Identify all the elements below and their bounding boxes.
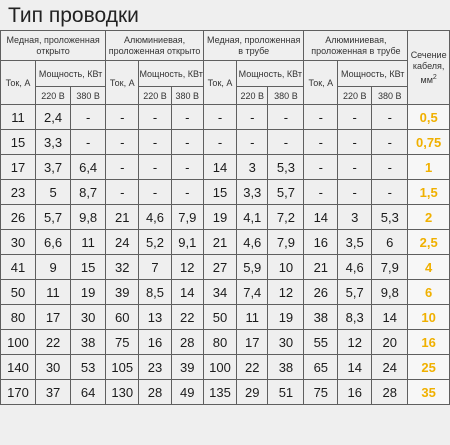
cell-copper-open-power-380: 9,8 [71,205,106,230]
table-row [1,355,450,380]
cell-copper-pipe-power-220: - [237,105,268,130]
cell-aluminium-open-tok: - [106,105,139,130]
col-tok-copper-pipe: Ток, А [203,61,236,105]
cell-aluminium-pipe-power-380: - [372,130,408,155]
cell-copper-open-tok: 140 [1,355,36,380]
cell-copper-pipe-tok: 19 [203,205,236,230]
cell-aluminium-pipe-power-380: 5,3 [372,205,408,230]
col-power-aluminium-open: Мощность, КВт [139,61,204,87]
cell-copper-pipe-power-380: 12 [268,280,304,305]
cell-copper-open-tok: 170 [1,380,36,405]
cell-copper-open-power-220: 37 [36,380,71,405]
cell-aluminium-open-power-380: 7,9 [171,205,203,230]
cell-copper-pipe-power-220: 3 [237,155,268,180]
cell-aluminium-pipe-tok: 55 [304,330,338,355]
cell-copper-pipe-power-220: 4,1 [237,205,268,230]
cell-copper-open-power-380: 53 [71,355,106,380]
cell-aluminium-pipe-power-220: - [338,180,372,205]
cell-aluminium-pipe-power-380: 20 [372,330,408,355]
cell-copper-pipe-power-220: 3,3 [237,180,268,205]
cell-aluminium-pipe-power-380: 14 [372,305,408,330]
cell-copper-open-power-220: 5 [36,180,71,205]
volt-380-aluminium-pipe: 380 В [372,87,408,105]
cell-copper-pipe-power-380: 19 [268,305,304,330]
cell-copper-pipe-power-220: 4,6 [237,230,268,255]
cell-aluminium-open-tok: - [106,130,139,155]
cell-copper-pipe-power-380: 51 [268,380,304,405]
cell-aluminium-pipe-tok: 26 [304,280,338,305]
cell-copper-open-tok: 50 [1,280,36,305]
cell-cable-section: 4 [408,255,450,280]
table-row [1,380,450,405]
cell-aluminium-open-tok: 60 [106,305,139,330]
cell-copper-open-power-380: 8,7 [71,180,106,205]
cell-aluminium-pipe-power-220: - [338,155,372,180]
cell-aluminium-open-power-380: - [171,105,203,130]
cell-copper-open-power-380: 6,4 [71,155,106,180]
cell-copper-pipe-power-220: 5,9 [237,255,268,280]
cell-aluminium-pipe-power-380: 28 [372,380,408,405]
cell-copper-open-power-220: 2,4 [36,105,71,130]
cell-copper-pipe-power-380: 10 [268,255,304,280]
cell-aluminium-open-tok: - [106,155,139,180]
cell-copper-pipe-tok: 100 [203,355,236,380]
cell-copper-open-power-380: 15 [71,255,106,280]
cell-copper-pipe-power-380: 30 [268,330,304,355]
cell-aluminium-pipe-power-380: 7,9 [372,255,408,280]
cell-copper-open-tok: 26 [1,205,36,230]
table-row [1,280,450,305]
cell-aluminium-open-tok: 21 [106,205,139,230]
cell-copper-open-power-220: 5,7 [36,205,71,230]
table-row [1,130,450,155]
cell-copper-open-tok: 30 [1,230,36,255]
cell-cable-section: 6 [408,280,450,305]
cell-copper-open-power-380: 19 [71,280,106,305]
group-header-aluminium-pipe: Алюминиевая, проложенная в трубе [304,31,408,61]
cell-cable-section: 1,5 [408,180,450,205]
cell-aluminium-pipe-power-380: - [372,155,408,180]
cell-copper-open-tok: 41 [1,255,36,280]
cell-cable-section: 16 [408,330,450,355]
cell-cable-section: 0,5 [408,105,450,130]
cell-copper-pipe-tok: 50 [203,305,236,330]
volt-380-aluminium-open: 380 В [171,87,203,105]
cell-aluminium-pipe-power-220: - [338,105,372,130]
column-header-row [1,61,450,87]
cell-aluminium-pipe-power-220: 3 [338,205,372,230]
col-tok-aluminium-pipe: Ток, А [304,61,338,105]
cell-aluminium-open-power-220: 13 [139,305,171,330]
cell-copper-open-power-380: 11 [71,230,106,255]
cell-copper-open-power-380: 64 [71,380,106,405]
group-header-row [1,31,450,61]
cell-aluminium-pipe-power-220: - [338,130,372,155]
cell-copper-open-power-220: 17 [36,305,71,330]
cell-aluminium-open-power-220: 7 [139,255,171,280]
cell-copper-open-tok: 17 [1,155,36,180]
col-power-copper-open: Мощность, КВт [36,61,106,87]
cell-aluminium-pipe-tok: - [304,105,338,130]
table-row [1,155,450,180]
cell-aluminium-open-power-380: 9,1 [171,230,203,255]
cell-copper-pipe-power-220: 22 [237,355,268,380]
cell-copper-open-power-380: - [71,105,106,130]
cell-aluminium-open-power-220: 4,6 [139,205,171,230]
cell-copper-pipe-power-380: 5,7 [268,180,304,205]
cell-copper-pipe-tok: 15 [203,180,236,205]
cell-aluminium-pipe-tok: 38 [304,305,338,330]
cell-aluminium-pipe-power-220: 16 [338,380,372,405]
cell-cable-section: 10 [408,305,450,330]
table-row [1,330,450,355]
cell-aluminium-pipe-power-220: 12 [338,330,372,355]
volt-220-aluminium-open: 220 В [139,87,171,105]
cell-copper-open-power-220: 22 [36,330,71,355]
cell-aluminium-open-power-220: 23 [139,355,171,380]
group-header-copper-pipe: Медная, проложенная в трубе [203,31,304,61]
cell-aluminium-open-power-380: - [171,155,203,180]
cell-aluminium-open-power-380: 22 [171,305,203,330]
cell-copper-open-power-220: 6,6 [36,230,71,255]
col-tok-aluminium-open: Ток, А [106,61,139,105]
cell-copper-open-power-380: 30 [71,305,106,330]
cell-copper-pipe-tok: 80 [203,330,236,355]
cell-copper-open-tok: 23 [1,180,36,205]
cell-aluminium-open-tok: - [106,180,139,205]
volt-220-aluminium-pipe: 220 В [338,87,372,105]
table-row [1,180,450,205]
volt-220-copper-pipe: 220 В [237,87,268,105]
cell-aluminium-open-power-380: 28 [171,330,203,355]
cell-aluminium-open-tok: 32 [106,255,139,280]
cell-copper-pipe-power-220: 17 [237,330,268,355]
cell-aluminium-pipe-power-380: - [372,180,408,205]
cell-copper-pipe-power-380: - [268,130,304,155]
cell-copper-pipe-tok: 21 [203,230,236,255]
cell-aluminium-pipe-power-380: 9,8 [372,280,408,305]
cell-aluminium-open-power-220: 16 [139,330,171,355]
cell-copper-pipe-power-380: 5,3 [268,155,304,180]
cell-aluminium-open-power-220: 5,2 [139,230,171,255]
cell-cable-section: 1 [408,155,450,180]
cell-cable-section: 35 [408,380,450,405]
table-row [1,105,450,130]
col-power-aluminium-pipe: Мощность, КВт [338,61,408,87]
table-body [1,31,450,405]
cell-aluminium-open-power-220: 8,5 [139,280,171,305]
title-band [0,0,450,30]
cell-aluminium-open-power-380: 14 [171,280,203,305]
section-header-text: Сечение кабеля, мм [410,49,447,85]
cell-aluminium-pipe-tok: 16 [304,230,338,255]
cell-copper-open-tok: 80 [1,305,36,330]
cell-copper-pipe-power-380: 38 [268,355,304,380]
cell-aluminium-pipe-power-220: 5,7 [338,280,372,305]
cell-aluminium-open-power-380: - [171,130,203,155]
cell-cable-section: 2 [408,205,450,230]
cell-aluminium-pipe-tok: 65 [304,355,338,380]
volt-220-copper-open: 220 В [36,87,71,105]
cell-aluminium-pipe-power-220: 4,6 [338,255,372,280]
cell-copper-open-power-380: 38 [71,330,106,355]
cell-copper-open-power-220: 11 [36,280,71,305]
section-header [408,31,450,105]
cell-cable-section: 25 [408,355,450,380]
cell-copper-open-power-380: - [71,130,106,155]
cell-copper-pipe-tok: 27 [203,255,236,280]
cell-aluminium-pipe-power-380: 24 [372,355,408,380]
page-title: Тип проводки [8,4,139,27]
cell-copper-pipe-power-220: 7,4 [237,280,268,305]
cell-aluminium-open-power-220: - [139,130,171,155]
volt-380-copper-open: 380 В [71,87,106,105]
cell-copper-open-tok: 15 [1,130,36,155]
cell-copper-open-tok: 100 [1,330,36,355]
cell-aluminium-open-power-220: - [139,105,171,130]
cell-aluminium-open-power-220: - [139,180,171,205]
cell-copper-pipe-power-220: 29 [237,380,268,405]
cell-aluminium-pipe-tok: - [304,180,338,205]
cell-aluminium-pipe-tok: - [304,155,338,180]
cell-aluminium-open-tok: 105 [106,355,139,380]
cell-copper-pipe-tok: 14 [203,155,236,180]
cell-cable-section: 0,75 [408,130,450,155]
cell-aluminium-open-power-380: 12 [171,255,203,280]
cell-copper-open-tok: 11 [1,105,36,130]
cell-aluminium-open-tok: 24 [106,230,139,255]
cell-aluminium-pipe-tok: - [304,130,338,155]
cell-copper-pipe-tok: 135 [203,380,236,405]
cell-aluminium-pipe-tok: 14 [304,205,338,230]
table-row [1,230,450,255]
cell-copper-pipe-power-380: 7,2 [268,205,304,230]
cell-copper-open-power-220: 3,7 [36,155,71,180]
table-row [1,255,450,280]
col-tok-copper-open: Ток, А [1,61,36,105]
cell-copper-open-power-220: 30 [36,355,71,380]
cell-aluminium-pipe-power-380: 6 [372,230,408,255]
cell-aluminium-pipe-power-380: - [372,105,408,130]
cell-copper-open-power-220: 3,3 [36,130,71,155]
cell-copper-pipe-tok: - [203,105,236,130]
cell-aluminium-open-power-380: 49 [171,380,203,405]
cell-aluminium-pipe-power-220: 8,3 [338,305,372,330]
col-power-copper-pipe: Мощность, КВт [237,61,304,87]
group-header-copper-open: Медная, проложенная открыто [1,31,106,61]
table-row [1,205,450,230]
cell-aluminium-pipe-tok: 21 [304,255,338,280]
cell-copper-open-power-220: 9 [36,255,71,280]
cell-aluminium-open-tok: 75 [106,330,139,355]
cell-aluminium-pipe-power-220: 14 [338,355,372,380]
cell-aluminium-pipe-tok: 75 [304,380,338,405]
cell-copper-pipe-tok: 34 [203,280,236,305]
cell-aluminium-open-tok: 39 [106,280,139,305]
cell-aluminium-open-power-220: 28 [139,380,171,405]
table-row [1,305,450,330]
cell-copper-pipe-power-220: - [237,130,268,155]
cell-copper-pipe-power-220: 11 [237,305,268,330]
group-header-aluminium-open: Алюминиевая, проложенная открыто [106,31,204,61]
cell-cable-section: 2,5 [408,230,450,255]
cell-copper-pipe-power-380: - [268,105,304,130]
volt-380-copper-pipe: 380 В [268,87,304,105]
wiring-table [0,30,450,405]
cell-aluminium-pipe-power-220: 3,5 [338,230,372,255]
cell-aluminium-open-power-380: - [171,180,203,205]
cell-aluminium-open-tok: 130 [106,380,139,405]
cell-copper-pipe-power-380: 7,9 [268,230,304,255]
cell-aluminium-open-power-220: - [139,155,171,180]
cell-copper-pipe-tok: - [203,130,236,155]
section-header-sup: 2 [432,73,437,81]
cell-aluminium-open-power-380: 39 [171,355,203,380]
